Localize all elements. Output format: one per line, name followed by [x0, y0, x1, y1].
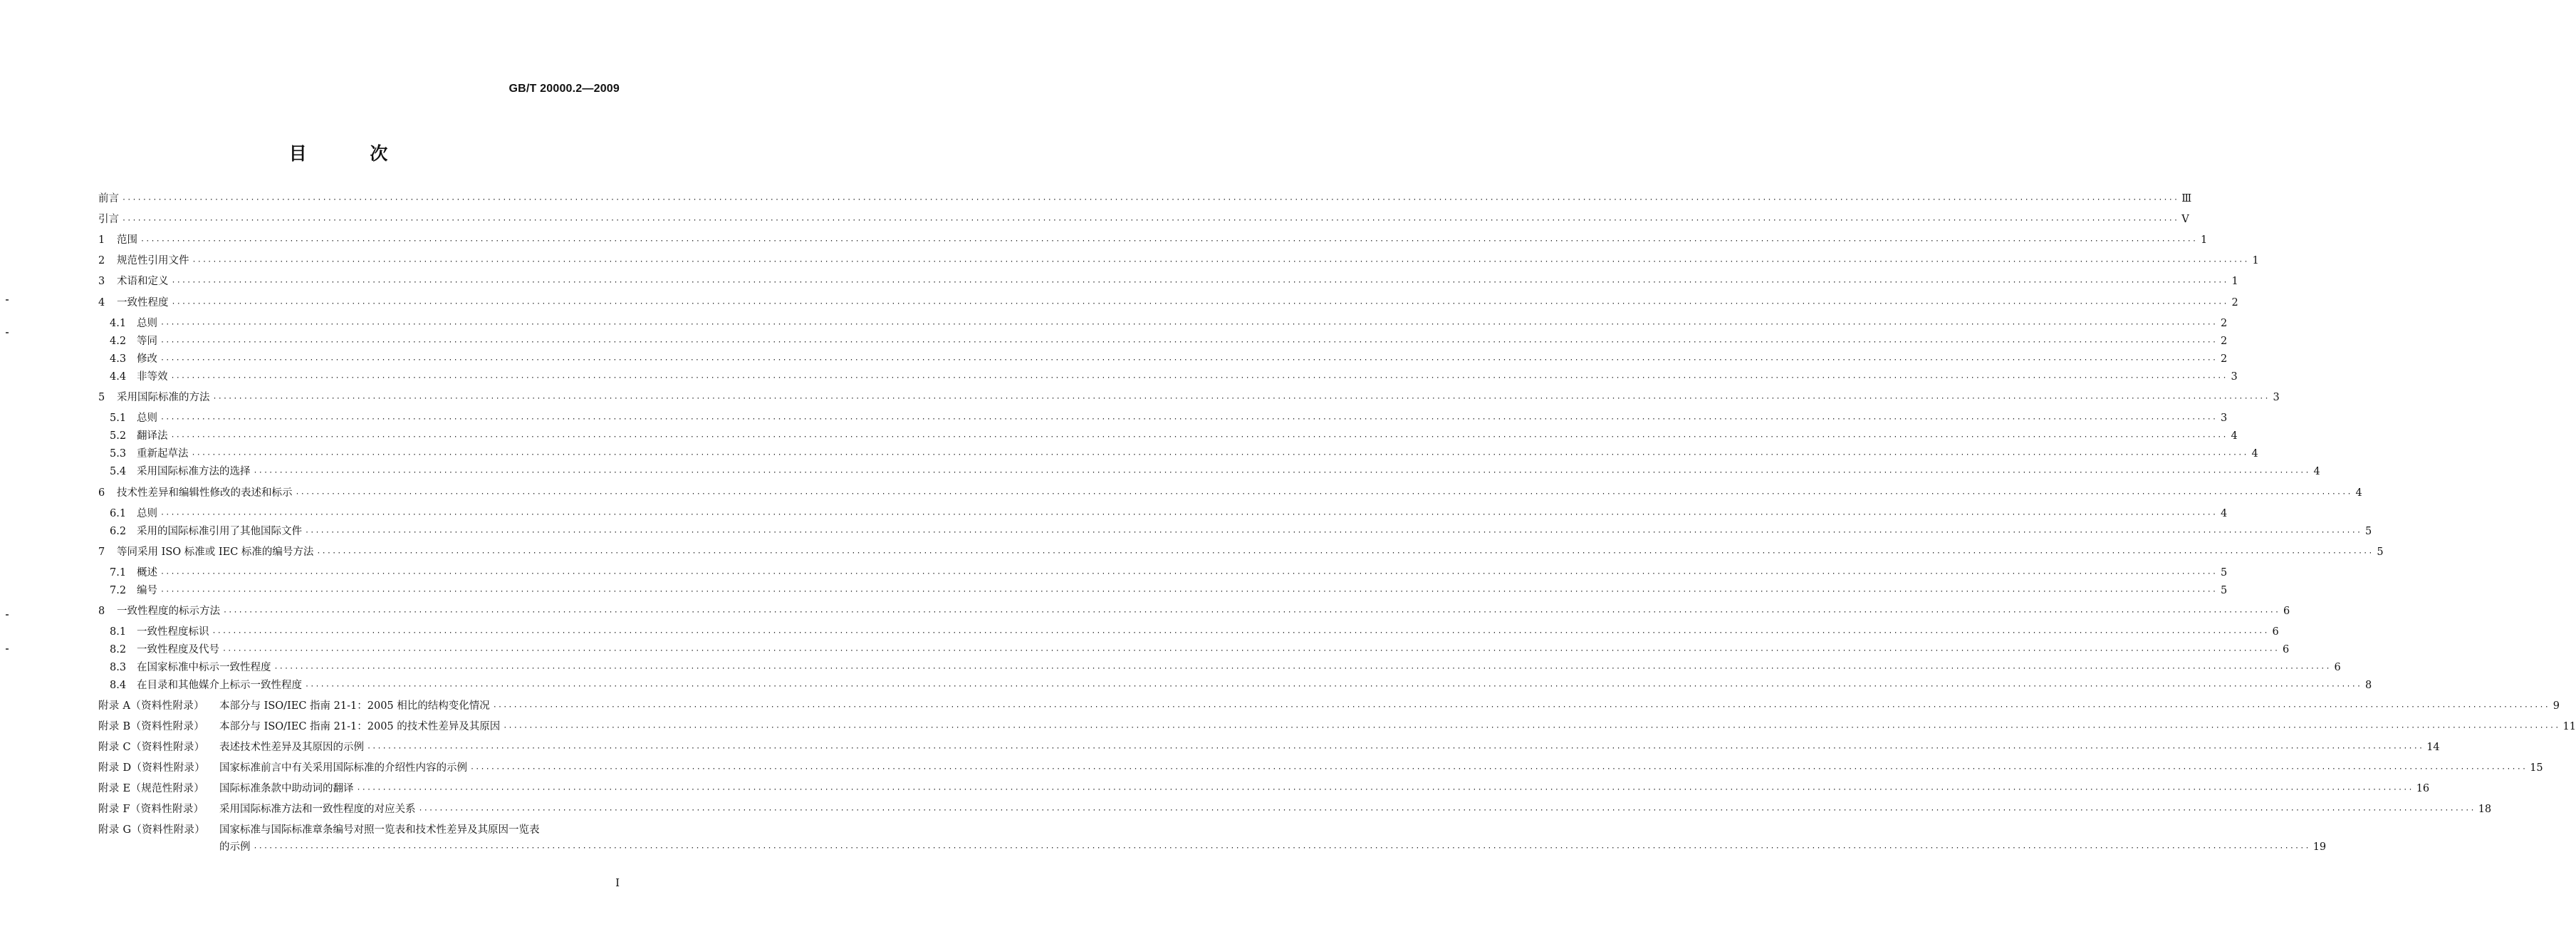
- toc-entry-page: 1: [2200, 234, 2208, 246]
- toc-leader-dots: ················································································································································································································································································································································································································: [160, 415, 2218, 423]
- toc-entry-number: 附录 C（资料性附录）: [98, 742, 205, 753]
- standard-number: GB/T 20000.2—2009: [509, 83, 620, 95]
- toc-leader-dots: ················································································································································································································································································································································································································: [160, 511, 2218, 519]
- toc-entry-label: 技术性差异和编辑性修改的表述和标示: [117, 487, 293, 499]
- toc-leader-dots: ················································································································································································································································································································································································································: [212, 395, 2270, 403]
- toc-entry[interactable]: [98, 409, 2228, 425]
- toc-entry-label: 一致性程度标识: [137, 626, 209, 638]
- toc-entry[interactable]: [98, 717, 2576, 733]
- toc-leader-dots: ················································································································································································································································································································································································································: [171, 300, 2228, 308]
- toc-leader-dots: ················································································································································································································································································································································································································: [191, 451, 2248, 459]
- toc-leader-dots: ················································································································································································································································································································································································································: [160, 356, 2218, 364]
- toc-entry-label: 范围: [117, 234, 137, 246]
- toc-leader-dots: ················································································································································································································································································································································································································: [253, 844, 2310, 852]
- toc-entry-page: 16: [2416, 783, 2430, 794]
- toc-leader-dots: ················································································································································································································································································································································································································: [273, 665, 2331, 673]
- toc-entry[interactable]: [98, 543, 2384, 559]
- toc-entry[interactable]: [98, 294, 2238, 309]
- toc-entry-page: 6: [2334, 662, 2341, 673]
- toc-entry[interactable]: [98, 759, 2543, 774]
- toc-entry-number: 4.3: [110, 353, 127, 365]
- toc-entry-number: 附录 D（资料性附录）: [98, 762, 206, 774]
- toc-leader-dots: ················································································································································································································································································································································································································: [295, 490, 2352, 498]
- toc-entry-page: 6: [2283, 606, 2290, 617]
- toc-entry[interactable]: [98, 388, 2280, 404]
- toc-entry[interactable]: [98, 738, 2440, 754]
- toc-entry-label: 总则: [137, 318, 157, 329]
- toc-entry-label: 一致性程度及代号: [137, 644, 219, 655]
- toc-entry-page: 2: [2220, 318, 2228, 329]
- toc-entry[interactable]: [98, 445, 2258, 460]
- toc-leader-dots: ················································································································································································································································································································································································································: [170, 374, 2228, 382]
- toc-entry-page: 9: [2552, 700, 2560, 712]
- toc-entry[interactable]: [98, 504, 2228, 520]
- margin-mark: [6, 299, 9, 301]
- toc-entry-page: 14: [2426, 742, 2440, 753]
- toc-entry-label: 本部分与 ISO/IEC 指南 21-1：2005 的技术性差异及其原因: [219, 721, 501, 732]
- toc-entry-page: 19: [2312, 841, 2327, 853]
- toc-entry-label: 在目录和其他媒介上标示一致性程度: [137, 680, 302, 691]
- toc-entry-page: 6: [2282, 644, 2290, 655]
- toc-entry-label: 概述: [137, 567, 157, 579]
- toc-entry[interactable]: [98, 427, 2238, 442]
- toc-entry[interactable]: [98, 581, 2228, 597]
- page-title: 目 次: [288, 143, 417, 164]
- toc-entry-page: Ⅲ: [2181, 193, 2192, 204]
- toc-entry-page: 2: [2220, 353, 2228, 365]
- toc-entry-page: Ⅴ: [2181, 214, 2189, 225]
- toc-entry-label: 一致性程度: [117, 297, 169, 308]
- toc-entry-label: 国家标准前言中有关采用国际标准的介绍性内容的示例: [219, 762, 467, 774]
- toc-entry[interactable]: [98, 484, 2362, 499]
- toc-entry-number: 7.2: [110, 585, 127, 596]
- toc-entry[interactable]: [98, 564, 2228, 579]
- toc-entry[interactable]: [98, 522, 2372, 538]
- toc-entry-label: 等同: [137, 336, 157, 347]
- toc-entry[interactable]: [98, 800, 2492, 816]
- toc-entry-page: 4: [2231, 430, 2238, 442]
- toc-entry-number: 附录 E（规范性附录）: [98, 783, 204, 794]
- toc-leader-dots: ················································································································································································································································································································································································································: [503, 724, 2560, 732]
- toc-entry-page: 3: [2220, 413, 2228, 424]
- toc-leader-dots: ················································································································································································································································································································································································································: [160, 570, 2218, 578]
- toc-leader-dots: ················································································································································································································································································································································································································: [160, 321, 2218, 328]
- toc-entry-label: 本部分与 ISO/IEC 指南 21-1：2005 相比的结构变化情况: [219, 700, 490, 712]
- toc-entry-page: 5: [2220, 585, 2228, 596]
- toc-entry[interactable]: [98, 676, 2372, 692]
- toc-entry-number: 8.3: [110, 662, 127, 673]
- toc-leader-dots: ················································································································································································································································································································································································································: [356, 786, 2414, 794]
- toc-entry-number: 附录 A（资料性附录）: [98, 700, 204, 712]
- toc-entry-number: 8: [98, 606, 105, 617]
- toc-entry-label: 的示例: [219, 841, 251, 853]
- toc-entry-page: 2: [2231, 297, 2238, 308]
- toc-entry-number: 5.1: [110, 413, 127, 424]
- toc-entry[interactable]: [98, 623, 2279, 638]
- toc-entry-page: 18: [2478, 804, 2492, 815]
- toc-entry-label: 总则: [137, 413, 157, 424]
- toc-entry-number: 6.2: [110, 526, 127, 537]
- toc-entry-label: 非等效: [137, 371, 168, 383]
- margin-mark: [6, 332, 9, 333]
- toc-entry-label: 采用的国际标准引用了其他国际文件: [137, 526, 302, 537]
- toc-entry-label: 国家标准与国际标准章条编号对照一览表和技术性差异及其原因一览表: [219, 824, 540, 836]
- toc-entry-number: 5: [98, 392, 105, 403]
- toc-entry[interactable]: [98, 697, 2560, 712]
- toc-entry-label: 修改: [137, 353, 157, 365]
- toc-entry-label: 表述技术性差异及其原因的示例: [219, 742, 364, 753]
- toc-leader-dots: ················································································································································································································································································································································································································: [305, 529, 2362, 536]
- toc-entry-label: 在国家标准中标示一致性程度: [137, 662, 271, 673]
- toc-entry-label: 国际标准条款中助动词的翻译: [219, 783, 354, 794]
- toc-entry[interactable]: [98, 462, 2320, 478]
- toc-leader-dots: ················································································································································································································································································································································································································: [223, 608, 2280, 616]
- toc-entry-number: 8.4: [110, 680, 127, 691]
- toc-entry-number: 8.2: [110, 644, 127, 655]
- toc-entry-label: 术语和定义: [117, 276, 169, 287]
- toc-entry[interactable]: [98, 314, 2228, 330]
- toc-entry-number: 3: [98, 276, 105, 287]
- toc-leader-dots: ················································································································································································································································································································································································································: [160, 588, 2218, 596]
- toc-entry-number: 8.1: [110, 626, 127, 638]
- toc-entry-label: 重新起草法: [137, 448, 189, 460]
- toc-entry-number: 2: [98, 255, 105, 266]
- toc-entry[interactable]: [98, 190, 2192, 205]
- toc-entry-label: 一致性程度的标示方法: [117, 606, 220, 617]
- toc-leader-dots: ················································································································································································································································································································································································································: [160, 338, 2218, 346]
- toc-leader-dots: ················································································································································································································································································································································································································: [192, 258, 2249, 266]
- toc-leader-dots: ················································································································································································································································································································································································································: [305, 683, 2362, 690]
- toc-entry-label: 前言: [98, 193, 119, 204]
- toc-entry-number: 附录 B（资料性附录）: [98, 721, 205, 732]
- toc-entry-number: 5.3: [110, 448, 127, 460]
- toc-entry-page: 1: [2252, 255, 2259, 266]
- toc-entry-page: 11: [2562, 721, 2576, 732]
- toc-entry[interactable]: [98, 210, 2189, 226]
- toc-entry-number: 附录 G（资料性附录）: [98, 824, 205, 836]
- toc-entry-page: 4: [2313, 466, 2320, 477]
- toc-entry-page: 5: [2220, 567, 2228, 579]
- toc-entry-page: 1: [2231, 276, 2238, 287]
- toc-leader-dots: ················································································································································································································································································································································································································: [367, 745, 2424, 752]
- toc-leader-dots: ················································································································································································································································································································································································································: [418, 807, 2476, 814]
- toc-entry-page: 4: [2355, 487, 2362, 499]
- toc-entry-label: 规范性引用文件: [117, 255, 189, 266]
- toc-entry-label: 编号: [137, 585, 157, 596]
- toc-entry-number: 5.4: [110, 466, 127, 477]
- toc-entry-label: 采用国际标准方法和一致性程度的对应关系: [219, 804, 416, 815]
- toc-entry[interactable]: [98, 641, 2290, 656]
- toc-entry-page: 5: [2364, 526, 2372, 537]
- toc-entry-label: 等同采用 ISO 标准或 IEC 标准的编号方法: [117, 546, 314, 558]
- toc-entry-number: 5.2: [110, 430, 127, 442]
- toc-entry-number: 6: [98, 487, 105, 499]
- toc-leader-dots: ················································································································································································································································································································································································································: [222, 647, 2280, 655]
- toc-entry-number: 4: [98, 297, 105, 308]
- toc-entry-number: 7: [98, 546, 105, 558]
- toc-entry[interactable]: [98, 231, 2208, 247]
- toc-leader-dots: ················································································································································································································································································································································································································: [170, 433, 2228, 441]
- toc-entry-number: 4.2: [110, 336, 127, 347]
- toc-entry-number: 6.1: [110, 508, 127, 519]
- toc-entry[interactable]: [98, 272, 2238, 288]
- toc-leader-dots: ················································································································································································································································································································································································································: [140, 237, 2198, 245]
- toc-entry-number: 附录 F（资料性附录）: [98, 804, 204, 815]
- toc-leader-dots: ················································································································································································································································································································································································································: [212, 629, 2269, 637]
- toc-leader-dots: ················································································································································································································································································································································································································: [122, 196, 2179, 204]
- margin-mark: [6, 614, 9, 616]
- toc-entry-page: 4: [2251, 448, 2258, 460]
- toc-entry[interactable]: [98, 251, 2259, 267]
- toc-entry[interactable]: [98, 821, 620, 836]
- toc-entry[interactable]: [98, 838, 2327, 854]
- toc-leader-dots: ················································································································································································································································································································································································································: [171, 279, 2228, 286]
- toc-entry-number: 7.1: [110, 567, 127, 579]
- toc-entry-page: 15: [2530, 762, 2543, 774]
- toc-entry[interactable]: [98, 658, 2341, 674]
- toc-entry-label: 翻译法: [137, 430, 168, 442]
- toc-entry-label: 总则: [137, 508, 157, 519]
- toc-entry-number: 4.4: [110, 371, 127, 383]
- toc-entry[interactable]: [98, 779, 2430, 795]
- toc-entry-page: 6: [2272, 626, 2279, 638]
- toc-leader-dots: ················································································································································································································································································································································································································: [253, 469, 2310, 477]
- toc-entry-label: 引言: [98, 214, 119, 225]
- toc-entry-page: 5: [2377, 546, 2384, 558]
- page-number: I: [615, 876, 620, 889]
- toc-entry[interactable]: [98, 332, 2228, 348]
- toc-entry-page: 4: [2220, 508, 2228, 519]
- toc-entry-page: 2: [2220, 336, 2228, 347]
- toc-entry-page: 3: [2273, 392, 2280, 403]
- toc-entry-number: 4.1: [110, 318, 127, 329]
- toc-entry-label: 采用国际标准的方法: [117, 392, 210, 403]
- toc-entry-number: 1: [98, 234, 105, 246]
- toc-entry-page: 3: [2231, 371, 2238, 383]
- margin-mark: [6, 648, 9, 650]
- toc-leader-dots: ················································································································································································································································································································································································································: [470, 765, 2528, 773]
- toc-entry-label: 采用国际标准方法的选择: [137, 466, 251, 477]
- toc-leader-dots: ················································································································································································································································································································································································································: [316, 549, 2374, 557]
- toc-leader-dots: ················································································································································································································································································································································································································: [492, 703, 2550, 711]
- toc-entry[interactable]: [98, 602, 2290, 618]
- toc-entry[interactable]: [98, 368, 2238, 383]
- toc-leader-dots: ················································································································································································································································································································································································································: [122, 217, 2179, 224]
- toc-entry[interactable]: [98, 350, 2228, 365]
- toc-entry-page: 8: [2364, 680, 2372, 691]
